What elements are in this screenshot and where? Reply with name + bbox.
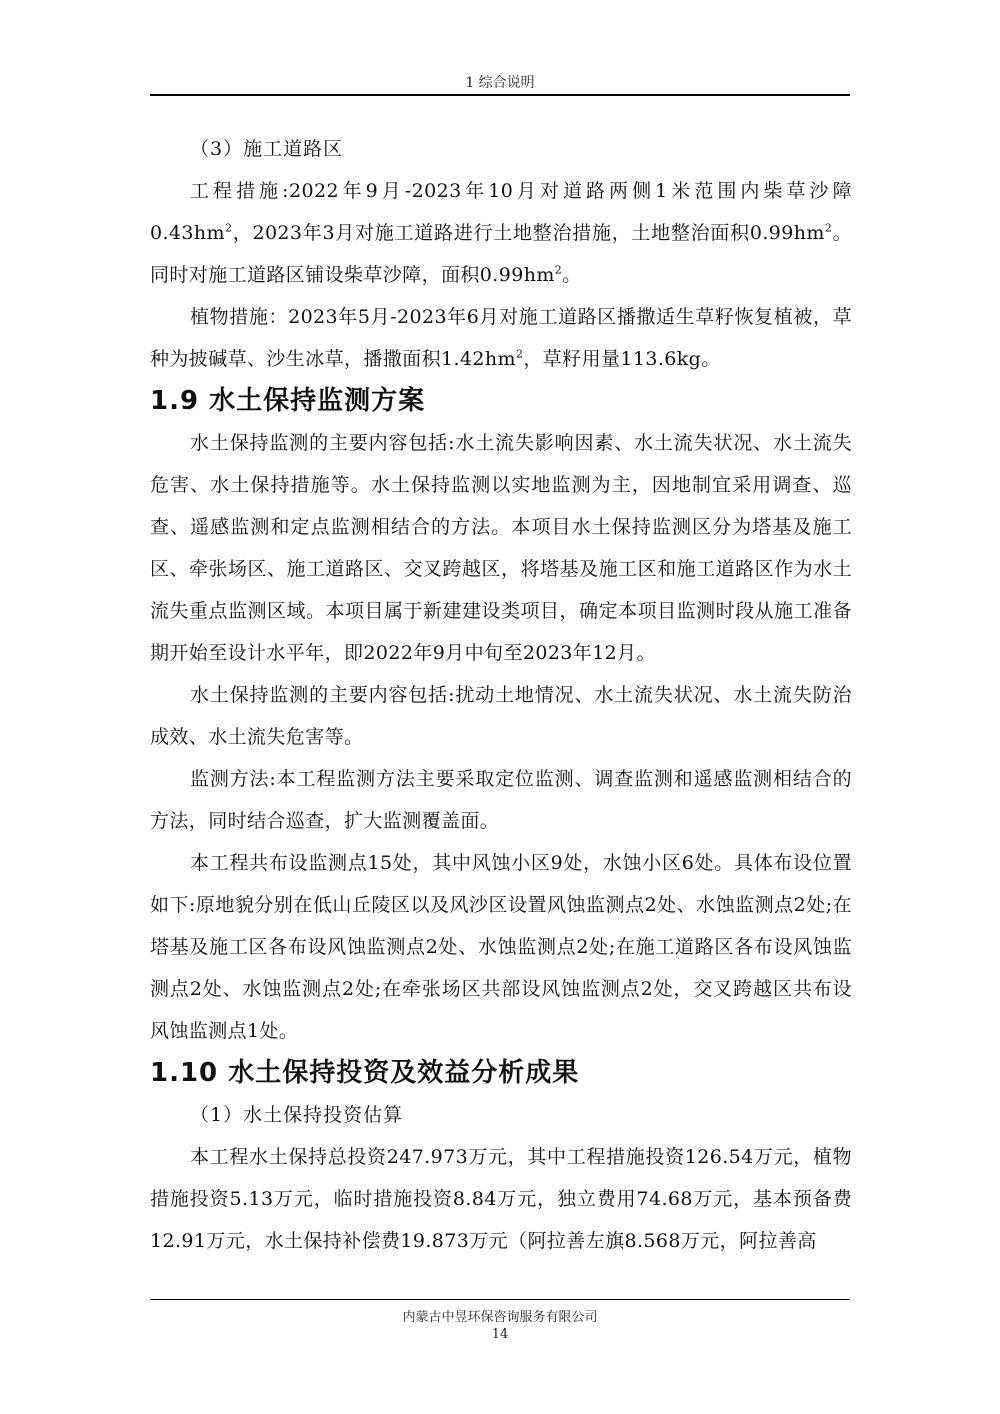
page-header-title: 1 综合说明: [465, 75, 535, 91]
superscript: 2: [224, 221, 233, 235]
subsection-heading-investment-estimate: （1）水土保持投资估算: [190, 1104, 404, 1126]
text-run: 。同时对施工道路区铺设柴草沙障，面积0.99hm: [150, 222, 852, 286]
superscript: 2: [515, 347, 524, 361]
section-heading-1-9: 1.9 水土保持监测方案: [150, 386, 426, 416]
subsection-heading-construction-road: （3）施工道路区: [190, 138, 344, 160]
footer-company-name: 内蒙古中昱环保咨询服务有限公司: [402, 1310, 598, 1325]
paragraph-plant-measures: [150, 296, 852, 380]
text-run: ，2023年3月对施工道路进行土地整治措施，土地整治面积0.99hm: [232, 222, 825, 244]
text-run: 植物措施：2023年5月-2023年6月对施工道路区播撒适生草籽恢复植被，草种为披碱草、沙生冰草，播撒面积1.42hm: [150, 306, 852, 370]
section-heading-1-10: 1.10 水土保持投资及效益分析成果: [150, 1058, 580, 1088]
text-run: 工程措施:2022年9月-2023年10月对道路两侧1米范围内柴草沙障0.43hm: [150, 180, 852, 244]
paragraph-monitoring-points: 本工程共布设监测点15处，其中风蚀小区9处，水蚀小区6处。具体布设位置如下:原地貌分别在低山丘陵区以及风沙区设置风蚀监测点2处、水蚀监测点2处;在塔基及施工区各布设风蚀监测点2处、水蚀监测点2处;在施工道路区各布设风蚀监测点2处、水蚀监测点2处;在牵张场区共部设风蚀监测点2处，交叉跨越区共布设风蚀监测点1处。: [150, 852, 852, 1042]
paragraph-monitoring-content: 水土保持监测的主要内容包括:水土流失影响因素、水土流失状况、水土流失危害、水土保持措施等。水土保持监测以实地监测为主，因地制宜采用调查、巡查、遥感监测和定点监测相结合的方法。本项目水土保持监测区分为塔基及施工区、牵张场区、施工道路区、交叉跨越区，将塔基及施工区和施工道路区作为水土流失重点监测区域。本项目属于新建建设类项目，确定本项目监测时段从施工准备期开始至设计水平年，即2022年9月中旬至2023年12月。: [150, 432, 852, 664]
superscript: 2: [824, 221, 833, 235]
document-body: [150, 128, 852, 1262]
paragraph-investment: 本工程水土保持总投资247.973万元，其中工程措施投资126.54万元，植物措施投资5.13万元，临时措施投资8.84万元，独立费用74.68万元，基本预备费12.91万元，水土保持补偿费19.873万元（阿拉善左旗8.568万元，阿拉善高: [150, 1146, 852, 1252]
paragraph-monitoring-method: 监测方法:本工程监测方法主要采取定位监测、调查监测和遥感监测相结合的方法，同时结合巡查，扩大监测覆盖面。: [150, 768, 852, 832]
page-number: 14: [491, 1327, 509, 1342]
text-run: 。: [562, 264, 582, 286]
superscript: 2: [554, 263, 563, 277]
paragraph-monitoring-content-2: 水土保持监测的主要内容包括:扰动土地情况、水土流失状况、水土流失防治成效、水土流失危害等。: [150, 684, 852, 748]
footer-divider: [150, 1299, 850, 1300]
text-run: ，草籽用量113.6kg。: [523, 348, 721, 370]
paragraph-engineering-measures: [150, 170, 852, 296]
header-divider: [150, 94, 850, 96]
